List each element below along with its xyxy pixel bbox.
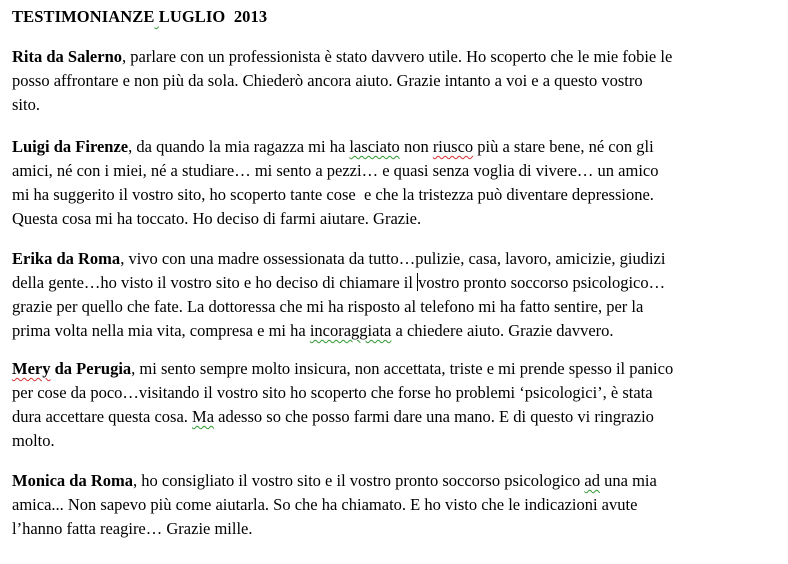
text-line: l’hanno fatta reagire… Grazie mille. (12, 519, 253, 538)
text-span: , ho consigliato il vostro sito e il vostro pronto soccorso psicologico (133, 471, 585, 490)
text-span: , vivo con una madre ossessionata da tutto…pulizie, casa, lavoro, amicizie, giudizi (120, 249, 666, 268)
document-title (12, 7, 267, 27)
grammar-flag-word[interactable]: incoraggiata (309, 321, 392, 340)
testimonial-luigi (12, 135, 782, 231)
testimonial-author: Luigi da Firenze (12, 137, 129, 156)
text-span: adesso so che posso farmi dare una mano. E di questo vi ringrazio (214, 407, 654, 426)
text-line (12, 319, 782, 343)
text-span: vostro pronto soccorso psicologico… (418, 273, 666, 292)
testimonial-author: Monica da Roma (12, 471, 133, 490)
text-span: , mi sento sempre molto insicura, non accettata, triste e mi prende spesso il panico (131, 359, 674, 378)
testimonial-author: Erika da Roma (12, 249, 121, 268)
title-word-testimonianze: TESTIMONIANZE (12, 7, 155, 26)
testimonial-author (12, 359, 131, 378)
text-line: Questa cosa mi ha toccato. Ho deciso di farmi aiutare. Grazie. (12, 209, 422, 228)
text-line: amici, né con i miei, né a studiare… mi sento a pezzi… e quasi senza voglia di vivere… un amico (12, 161, 659, 180)
text-span: dura accettare questa cosa. (12, 407, 193, 426)
text-span: prima volta nella mia vita, compresa e mi ha (12, 321, 310, 340)
text-line: sito. (12, 95, 40, 114)
testimonial-erika (12, 247, 782, 343)
spelling-flag-word[interactable]: riusco (432, 137, 474, 156)
text-line (12, 271, 782, 295)
text-line (12, 469, 782, 493)
grammar-flag-word[interactable]: lasciato (349, 137, 400, 156)
grammar-flag-word[interactable]: ad (584, 471, 600, 490)
text-span: , da quando la mia ragazza mi ha (128, 137, 350, 156)
text-line: molto. (12, 431, 55, 450)
text-line: amica... Non sapevo più come aiutarla. So che ha chiamato. E ho visto che le indicazioni avute (12, 495, 638, 514)
text-span: della gente…ho visto il vostro sito e ho deciso di chiamare il (12, 273, 418, 292)
text-line (12, 357, 782, 381)
spelling-flag-word[interactable]: Mery (12, 359, 51, 378)
text-line (12, 45, 782, 69)
text-line: posso affrontare e non più da sola. Chiederò ancora aiuto. Grazie intanto a voi e a questo vostro (12, 71, 643, 90)
testimonial-mery (12, 357, 782, 453)
title-date: LUGLIO 2013 (158, 7, 268, 26)
text-span: , parlare con un professionista è stato davvero utile. Ho scoperto che le mie fobie le (122, 47, 673, 66)
testimonial-author: Rita da Salerno (12, 47, 123, 66)
text-line: grazie per quello che fate. La dottoressa che mi ha risposto al telefono mi ha fatto sentire, per la (12, 297, 644, 316)
text-line: mi ha suggerito il vostro sito, ho scoperto tante cose e che la tristezza può diventare depressione. (12, 185, 654, 204)
text-line: per cose da poco…visitando il vostro sito ho scoperto che forse ho problemi ‘psicologici’, è stata (12, 383, 653, 402)
text-line (12, 405, 782, 429)
text-span: non (399, 137, 433, 156)
text-span: una mia (600, 471, 657, 490)
text-span: più a stare bene, né con gli (473, 137, 654, 156)
testimonial-rita (12, 45, 782, 117)
grammar-flag-word[interactable]: Ma (192, 407, 215, 426)
text-span: da Perugia (50, 359, 132, 378)
testimonial-monica (12, 469, 782, 541)
text-line (12, 247, 782, 271)
text-span: a chiedere aiuto. Grazie davvero. (391, 321, 614, 340)
text-line (12, 135, 782, 159)
